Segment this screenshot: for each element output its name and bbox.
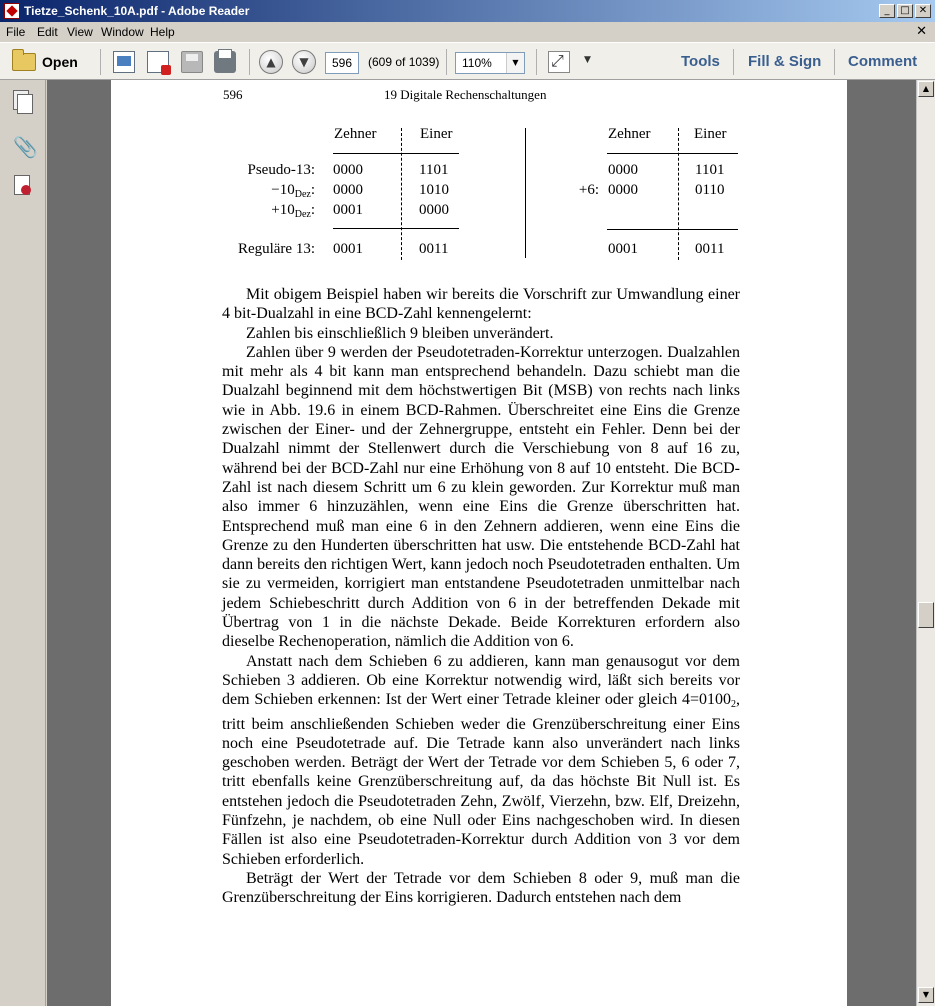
right-col-tens-header: Zehner [608, 126, 651, 142]
maximize-button[interactable]: □ [897, 4, 913, 18]
window-title: Tietze_Schenk_10A.pdf - Adobe Reader [24, 4, 250, 18]
toolbar-separator [446, 49, 447, 75]
left-row1-label: Pseudo-13: [247, 162, 315, 178]
right-table-sum-rule [607, 229, 738, 230]
menu-bar [0, 22, 935, 42]
export-pdf-icon[interactable] [147, 51, 169, 73]
minimize-button[interactable]: _ [879, 4, 895, 18]
right-result-tens: 0001 [608, 241, 638, 257]
pdf-page [111, 80, 847, 1006]
scroll-thumb[interactable] [918, 602, 934, 628]
zoom-value: 110% [462, 56, 492, 70]
left-table-sum-rule [333, 228, 459, 229]
left-row3-ones: 0000 [419, 202, 449, 218]
right-row1-ones: 1101 [695, 162, 725, 178]
body-text [222, 285, 740, 908]
title-bar [0, 0, 935, 22]
menu-help[interactable]: Help [150, 25, 175, 39]
toolbar [0, 42, 935, 80]
previous-page-button[interactable]: ▲ [259, 50, 283, 74]
right-row2-label: +6: [578, 182, 599, 198]
right-row2-ones: 0110 [695, 182, 725, 198]
tools-button[interactable]: Tools [681, 53, 720, 70]
attachments-icon[interactable]: 📎 [13, 135, 38, 159]
page-number-input[interactable]: 596 [325, 52, 359, 74]
document-close-icon[interactable]: ✕ [916, 24, 927, 39]
print-icon[interactable] [214, 51, 236, 73]
left-table-divider [401, 128, 402, 260]
window-controls [879, 4, 931, 18]
menu-edit[interactable]: Edit [37, 25, 58, 39]
page-header-number: 596 [223, 87, 243, 102]
open-label: Open [42, 54, 78, 70]
toolbar-separator [733, 49, 734, 75]
left-row2-label: $-10_{Dez}$: [271, 182, 315, 200]
tables-separator [525, 128, 526, 258]
paragraph: Zahlen über 9 werden der Pseudotetraden-Korrektur unterzogen. Dualzahlen mit mehr als 4 bit kann man entsprechend behandeln. Dazu schiebt man die Dualzahl beginnend mit dem höchstwertigen Bit (MSB) von rechts nach links wie in Abb. 19.6 in einem BCD-Rahmen. Überschreitet eine Eins die Grenze zwischen der Einer- und der Zehnergruppe, entsteht ein Fehler. Denn bei der Dualzahl nimmt der Stellenwert durch die Verschiebung von 8 auf 16 zu, während bei der BCD-Zahl nur eine Erhöhung von 8 auf 10 entsteht. Die BCD-Zahl ist nach diesem Schritt um 6 zu klein geworden. Zur Korrektur muß man also immer 6 hinzuzählen, wenn eine Eins die Grenze überschritten hat. Entsprechend muß man eine 6 in den Zehnern addieren, wenn eine Eins die Grenze zu den Hunderten überschritten hat usw. Die entstehende BCD-Zahl hat dann bereits den richtigen Wert, kann jedoch noch Pseudotetraden enthalten. Um sie zu vermeiden, korrigiert man entstandene Pseudotetraden unmittelbar nach jedem Schiebeschritt durch Addition von 6 in der betreffenden Dekade mit Übertrag von 1 in die nächste Dekade. Beide Korrekturen erfordern also dieselbe Rechenoperation, nämlich die Addition von 6. [222, 343, 740, 651]
scroll-down-button[interactable]: ▼ [918, 987, 934, 1003]
toolbar-more-icon[interactable]: ▼ [584, 55, 591, 65]
comment-button[interactable]: Comment [848, 53, 918, 70]
left-result-tens: 0001 [333, 241, 363, 257]
fill-sign-button[interactable]: Fill & Sign [748, 53, 822, 70]
vertical-scrollbar[interactable] [916, 80, 935, 1006]
left-row3-label: $+10_{Dez}$: [271, 202, 315, 220]
document-viewport[interactable] [47, 80, 916, 1006]
right-row2-tens: 0000 [608, 182, 638, 198]
fit-window-icon[interactable] [548, 51, 570, 73]
right-col-ones-header: Einer [694, 126, 727, 142]
adobe-reader-icon [4, 3, 20, 19]
right-table-divider [678, 128, 679, 260]
close-button[interactable]: ✕ [915, 4, 931, 18]
open-button[interactable] [12, 51, 78, 73]
page-count: (609 of 1039) [368, 55, 440, 69]
left-row1-ones: 1101 [419, 162, 449, 178]
paragraph: Zahlen bis einschließlich 9 bleiben unverändert. [246, 324, 554, 342]
menu-window[interactable]: Window [101, 25, 144, 39]
left-col-tens-header: Zehner [334, 126, 377, 142]
toolbar-separator [100, 49, 101, 75]
next-page-button[interactable]: ▼ [292, 50, 316, 74]
toolbar-separator [834, 49, 835, 75]
left-row2-ones: 1010 [419, 182, 449, 198]
left-table-header-rule [333, 153, 459, 154]
page-header-title: 19 Digitale Rechenschaltungen [384, 87, 547, 102]
save-icon[interactable] [181, 51, 203, 73]
toolbar-separator [249, 49, 250, 75]
right-row1-tens: 0000 [608, 162, 638, 178]
left-row3-tens: 0001 [333, 202, 363, 218]
menu-file[interactable]: File [6, 25, 26, 39]
left-row1-tens: 0000 [333, 162, 363, 178]
signatures-icon[interactable] [13, 175, 33, 197]
left-row2-tens: 0000 [333, 182, 363, 198]
left-col-ones-header: Einer [420, 126, 453, 142]
navigation-pane [0, 80, 46, 1006]
paragraph: Mit obigem Beispiel haben wir bereits die Vorschrift zur Umwandlung einer 4 bit-Dualzahl in eine BCD-Zahl kennengelernt: [222, 286, 740, 323]
menu-view[interactable]: View [67, 25, 93, 39]
paragraph: Anstatt nach dem Schieben 6 zu addieren, kann man genausogut vor dem Schieben 3 addieren. Ob eine Korrektur notwendig wird, läßt sich bereits vor dem Schieben erkennen: Ist der Wert einer Tetrade kleiner oder gleich $4=0100_2$, tritt beim anschließenden Schieben weder die Grenzüberschreitung einer Eins noch eine Pseudotetrade auf. Die Tetrade kann also unverändert nach links geschoben werden. Beträgt der Wert der Tetrade vor dem Schieben 5, 6 oder 7, tritt ebenfalls keine Grenzüberschreitung auf, da das höchste Bit Null ist. Es entstehen jedoch die Pseudotetraden Zehn, Zwölf, Vierzehn, bzw. Elf, Dreizehn, Fünfzehn, je nachdem, ob eine Null oder Eins nachgeschoben wird. In diesen Fällen ist also eine Pseudotetraden-Korrektur durch Addition von 3 vor dem Schieben erforderlich. [222, 652, 740, 868]
right-result-ones: 0011 [695, 241, 725, 257]
right-table-header-rule [607, 153, 738, 154]
page-thumbnails-icon[interactable] [13, 90, 33, 112]
folder-icon [12, 53, 36, 71]
chevron-down-icon[interactable]: ▼ [506, 53, 524, 73]
scroll-up-button[interactable]: ▲ [918, 81, 934, 97]
left-result-label: Reguläre 13: [237, 241, 315, 257]
left-result-ones: 0011 [419, 241, 449, 257]
toolbar-separator [536, 49, 537, 75]
zoom-select[interactable] [455, 52, 525, 74]
paragraph: Beträgt der Wert der Tetrade vor dem Schieben 8 oder 9, muß man die Grenzüberschreitung der Eins korrigieren. Dadurch entstehen nach dem [222, 869, 740, 907]
create-pdf-icon[interactable] [113, 51, 135, 73]
